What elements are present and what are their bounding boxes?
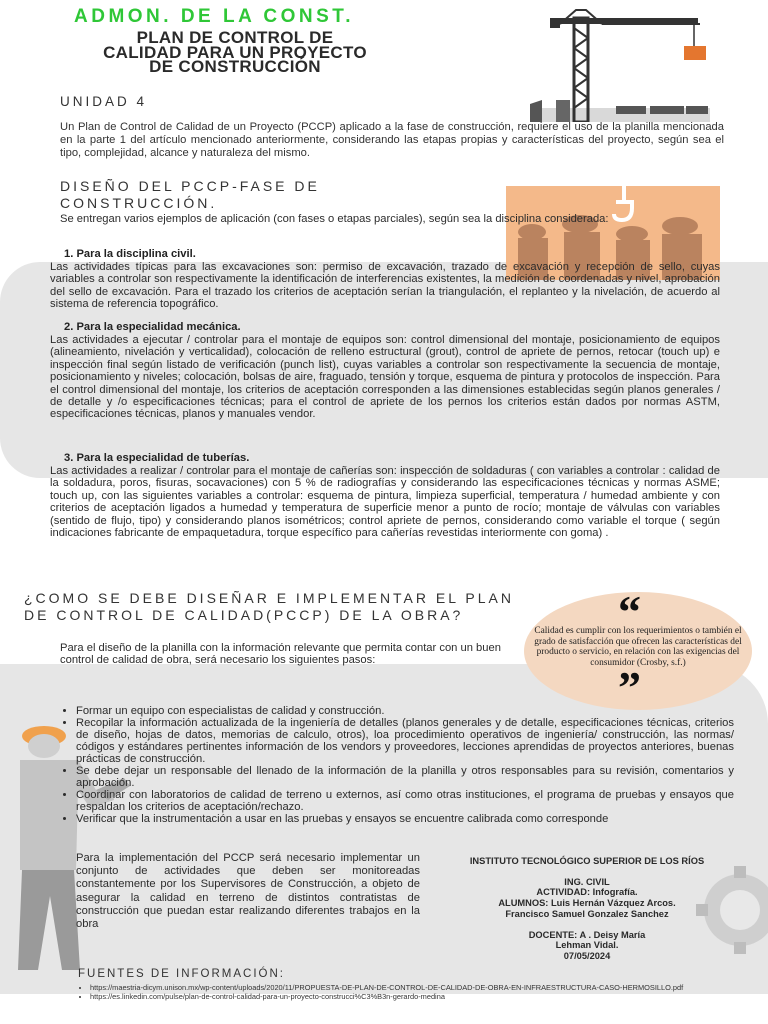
references-list	[76, 983, 740, 1001]
reference-link[interactable]: • https://es.linkedin.com/pulse/plan-de-control-calidad-para-un-proyecto-construcci%C3%B3n-gerardo-medina	[90, 992, 740, 1001]
quote-text: Calidad es cumplir con los requerimientos o también el grado de satisfacción que ofrecen las características del producto o servicio, en relación con las exigencias del consumidor (Crosby, s.f.)	[534, 626, 742, 668]
list-item: • Verificar que la instrumentación a usar en las pruebas y ensayos se encuentre calibrada como corresponde	[76, 813, 734, 825]
teacher-label: DOCENTE: A . Deisy María	[528, 929, 646, 940]
discipline-mechanical-body: Las actividades a ejecutar / controlar para el montaje de equipos son: control dimensional del montaje, posicionamiento de equipos (alineamiento, nivelación y verticalidad), colocación de relleno estructural (grout), control de apriete de pernos, retocar (touch up) e inspección final según listado de verificación (punch list), cuyas variables a controlar son respectivamente la secuencia de montaje, posicionamiento y niveles; colocación, bolsas de aire, fraguado, tensión y torque, esquema de pintura y protocolos de inspección. Para el control dimensional del montaje, los criterios de aceptación corresponden a las dimensiones establecidas según planos generales / de detalle y /o especificaciones técnicas; para el control de apriete de los pernos los criterios están dados por normas ASTM, especificaciones técnicas, planos y manuales vendor.	[50, 334, 720, 421]
crane-illustration	[520, 4, 730, 122]
page-title: PLAN DE CONTROL DE CALIDAD PARA UN PROYECTO DE CONSTRUCCIÓN	[103, 28, 367, 76]
institution-block	[456, 856, 718, 962]
unit-label: UNIDAD 4	[60, 94, 148, 109]
design-heading: DISEÑO DEL PCCP-FASE DE CONSTRUCCIÓN.	[60, 178, 320, 211]
students-label-2: Francisco Samuel Gonzalez Sanchez	[505, 908, 669, 919]
discipline-piping-body: Las actividades a realizar / controlar para el montaje de cañerías son: inspección de soldaduras ( con variables a controlar : calidad de la soldadura, poros, fisuras, socavaciones) con 5 % de radiografías y considerando las especificaciones técnicas y normas ASME; touch up, con las siguientes variables a controlar: esquema de pintura, limpieza superficial, temperatura / humedad ambiente y con criterios de aceptación ligados a humedad y temperatura de superficie menor a punto de rocío; montaje de válvulas con variables (sentido de flujo, tipo) y considerando planos isométricos; control apriete de pernos, considerando como variable el torque ( según indicaciones fabricante de empaquetadura, torque específico para cañerías revestidas interiormente con goma) .	[50, 465, 720, 540]
list-item: • Recopilar la información actualizada de la ingeniería de detalles (planos generales y de detalle, especificaciones técnicas, criterios de diseño, hojas de datos, memorias de calculo, otros), loa procedimiento operativos de ingeniería/ construcción, las normas/ códigos y estándares pertinentes información de los vendors y proveedores, lecciones aprendidas de proyectos anteriores, buenas prácticas de construcción.	[76, 717, 734, 765]
list-item: • Formar un equipo con especialistas de calidad y construcción.	[76, 705, 734, 717]
how-lead: Para el diseño de la planilla con la información relevante que permita contar con un buen control de calidad de obra, será necesario los siguientes pasos:	[60, 642, 501, 667]
career-label: ING. CIVIL	[564, 876, 610, 887]
how-heading: ¿COMO SE DEBE DISEÑAR E IMPLEMENTAR EL PLAN DE CONTROL DE CALIDAD(PCCP) DE LA OBRA?	[24, 590, 514, 623]
implementation-paragraph: Para la implementación del PCCP será necesario implementar un conjunto de actividades que deben ser monitoreadas constantemente por los Supervisores de Construcción, a objeto de asegurar la calidad en terreno de distintos contratistas de construcción que puedan estar realizando diferentes trabajos en la obra	[76, 852, 420, 931]
activity-label: ACTIVIDAD: Infografía.	[536, 887, 638, 898]
open-quote-mark: “	[618, 586, 641, 637]
teacher-label-2: Lehman Vidal.	[555, 940, 619, 951]
reference-link[interactable]: • https://maestria-dicym.unison.mx/wp-content/uploads/2020/11/PROPUESTA-DE-PLAN-DE-CONTROL-DE-CALIDAD-DE-OBRA-EN-INFRAESTRUCTURA-CASO-HERMOSILLO.pdf	[90, 983, 740, 992]
date-label: 07/05/2024	[563, 950, 611, 961]
discipline-civil-title: 1. Para la disciplina civil.	[64, 248, 196, 260]
list-item: • Se debe dejar un responsable del llenado de la información de la planilla y otros responsables para su revisión, comentarios y aprobación.	[76, 765, 734, 789]
list-item: • Coordinar con laboratorios de calidad de terreno u externos, así como otras instituciones, el programa de pruebas y ensayos que respaldan los criterios de aceptación/rechazo.	[76, 789, 734, 813]
discipline-piping-title: 3. Para la especialidad de tuberías.	[64, 452, 250, 464]
close-quote-mark: ”	[618, 662, 641, 713]
design-lead: Se entregan varios ejemplos de aplicación (con fases o etapas parciales), según sea la disciplina considerada:	[60, 213, 609, 225]
references-heading: FUENTES DE INFORMACIÓN:	[78, 968, 286, 980]
discipline-mechanical-title: 2. Para la especialidad mecánica.	[64, 321, 241, 333]
students-label: ALUMNOS: Luis Hernán Vázquez Arcos.	[498, 898, 676, 909]
institution-name: INSTITUTO TECNOLÓGICO SUPERIOR DE LOS RÍOS	[469, 856, 705, 866]
intro-paragraph: Un Plan de Control de Calidad de un Proyecto (PCCP) aplicado a la fase de construcción, requiere el uso de la planilla mencionada en la parte 1 del artículo mencionado anteriormente, considerando las etapas propias y características del proyecto, según sea el tipo, complejidad, alcance y naturaleza del mismo.	[60, 121, 724, 159]
discipline-civil-body: Las actividades típicas para las excavaciones son: permiso de excavación, trazado de excavación y recepción de sello, cuyas variables a controlar son respectivamente la identificación de interferencias existentes, la medición de coordenadas y nivel, aprobación del sello de excavación. Para el trazado los criterios de aceptación serían la triangulación, el replanteo y la nivelación, de acuerdo al sistema de referencia topográfico.	[50, 261, 720, 311]
steps-list	[62, 705, 734, 825]
course-title: ADMON. DE LA CONST.	[74, 6, 355, 27]
